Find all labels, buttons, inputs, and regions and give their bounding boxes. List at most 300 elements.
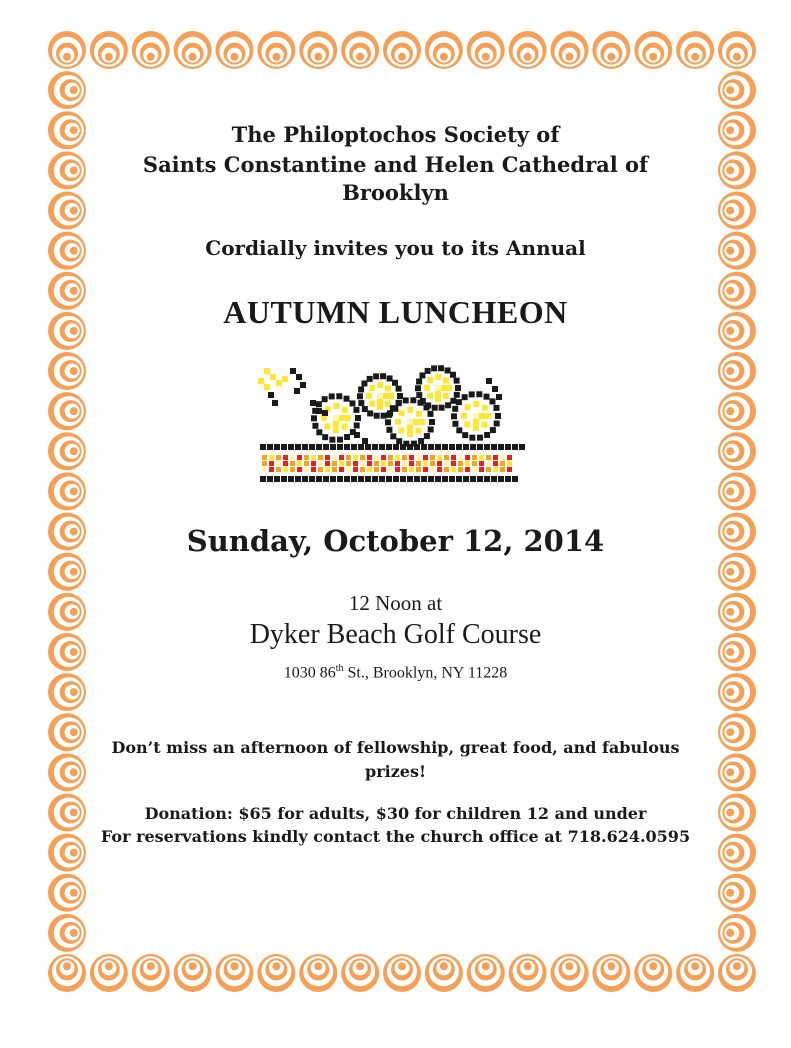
mosaic-tile (444, 461, 449, 466)
mosaic-tile (381, 461, 386, 466)
mosaic-tile (473, 401, 479, 407)
mosaic-tile (262, 461, 267, 466)
mosaic-tile (482, 422, 488, 428)
mosaic-tile (270, 374, 276, 380)
mosaic-tile (477, 476, 483, 482)
mosaic-tile (416, 392, 422, 398)
mosaic-tile (450, 398, 456, 404)
mosaic-tile (385, 419, 391, 425)
mosaic-tile (507, 455, 512, 460)
mosaic-tile (367, 376, 373, 382)
mosaic-tile (362, 438, 368, 444)
mosaic-tile (322, 396, 328, 402)
mosaic-tile (435, 476, 441, 482)
mosaic-tile (445, 402, 451, 408)
mosaic-tile (424, 385, 430, 391)
mosaic-tile (387, 375, 393, 381)
mosaic-tile (325, 461, 330, 466)
mosaic-tile (295, 444, 301, 450)
mosaic-tile (512, 444, 518, 450)
mosaic-tile (403, 397, 409, 403)
mosaic-tile (458, 461, 463, 466)
mosaic-tile (427, 393, 433, 399)
mosaic-tile (344, 444, 350, 450)
mosaic-tile (428, 476, 434, 482)
mosaic-tile (386, 427, 392, 433)
mosaic-tile (463, 444, 469, 450)
mosaic-tile (383, 393, 389, 399)
mosaic-tile (333, 403, 339, 409)
mosaic-tile (492, 386, 498, 392)
mosaic-tile (262, 467, 267, 472)
mosaic-tile (290, 455, 295, 460)
mosaic-tile (330, 444, 336, 450)
reservation-info: For reservations kindly contact the church office at 718.624.0595 (100, 827, 691, 846)
mosaic-tile (400, 476, 406, 482)
mosaic-tile (435, 444, 441, 450)
mosaic-tile (322, 434, 328, 440)
mosaic-tile (372, 476, 378, 482)
mosaic-tile (486, 455, 491, 460)
mosaic-tile (490, 427, 496, 433)
mosaic-tile (336, 393, 342, 399)
mosaic-tile (500, 461, 505, 466)
mosaic-tile (329, 393, 335, 399)
mosaic-tile (425, 402, 431, 408)
mosaic-tile (390, 433, 396, 439)
mosaic-tile (416, 467, 421, 472)
mosaic-tile (451, 467, 456, 472)
promo-text-line-1: Don’t miss an afternoon of fellowship, great food, and fabulous (111, 738, 680, 757)
mosaic-tile (344, 476, 350, 482)
mosaic-tile (429, 419, 435, 425)
mosaic-tile (437, 467, 442, 472)
mosaic-tile (443, 377, 449, 383)
mosaic-tile (290, 368, 296, 374)
mosaic-tile (397, 393, 403, 399)
mosaic-tile (410, 397, 416, 403)
mosaic-tile (498, 476, 504, 482)
mosaic-tile (311, 455, 316, 460)
mosaic-tile (409, 461, 414, 466)
mosaic-tile (316, 444, 322, 450)
mosaic-tile (385, 401, 391, 407)
mosaic-tile (396, 400, 402, 406)
mosaic-tile (281, 476, 287, 482)
mosaic-tile (402, 467, 407, 472)
mosaic-tile (500, 467, 505, 472)
mosaic-tile (484, 444, 490, 450)
mosaic-tile (283, 467, 288, 472)
mosaic-tile (477, 435, 483, 441)
mosaic-tile (366, 393, 372, 399)
mosaic-tile (456, 444, 462, 450)
mosaic-tile (318, 455, 323, 460)
mosaic-tile (312, 423, 318, 429)
mosaic-tile (496, 394, 502, 400)
mosaic-tile (380, 373, 386, 379)
mosaic-tile (304, 455, 309, 460)
mosaic-tile (435, 374, 441, 380)
mosaic-tile (456, 476, 462, 482)
venue-address (0, 663, 791, 682)
mosaic-tile (463, 476, 469, 482)
mosaic-tile (437, 455, 442, 460)
mosaic-tile (444, 467, 449, 472)
mosaic-tile (500, 455, 505, 460)
mosaic-tile (420, 398, 426, 404)
mosaic-tile (421, 476, 427, 482)
mosaic-tile (431, 365, 437, 371)
mosaic-tile (269, 455, 274, 460)
mosaic-tile (316, 408, 322, 414)
mosaic-tile (395, 461, 400, 466)
mosaic-tile (377, 393, 383, 399)
mosaic-tile (332, 455, 337, 460)
mosaic-tile (398, 427, 404, 433)
mosaic-tile (333, 415, 339, 421)
mosaic-tile (416, 455, 421, 460)
mosaic-tile (283, 455, 288, 460)
mosaic-tile (323, 476, 329, 482)
mosaic-tile (484, 476, 490, 482)
mosaic-tile (351, 476, 357, 482)
mosaic-tile (479, 455, 484, 460)
mosaic-tile (493, 461, 498, 466)
mosaic-tile (360, 467, 365, 472)
mosaic-tile (441, 385, 447, 391)
mosaic-tile (465, 461, 470, 466)
mosaic-tile (430, 461, 435, 466)
mosaic-tile (349, 400, 355, 406)
mosaic-tile (367, 410, 373, 416)
mosaic-tile (374, 467, 379, 472)
mosaic-tile (325, 455, 330, 460)
mosaic-tile (493, 467, 498, 472)
mosaic-tile (470, 476, 476, 482)
mosaic-tile (428, 426, 434, 432)
mosaic-tile (388, 467, 393, 472)
mosaic-tile (310, 400, 316, 406)
mosaic-tile (365, 476, 371, 482)
mosaic-tile (423, 467, 428, 472)
address-number: 1030 86 (283, 664, 336, 682)
promo-text-line-2: prizes! (365, 762, 426, 781)
mosaic-tile (304, 467, 309, 472)
mosaic-tile (290, 467, 295, 472)
mosaic-tile (276, 467, 281, 472)
mosaic-tile (337, 476, 343, 482)
mosaic-tile (461, 413, 467, 419)
mosaic-tile (332, 467, 337, 472)
mosaic-tile (452, 421, 458, 427)
mosaic-tile (407, 407, 413, 413)
mosaic-tile (330, 476, 336, 482)
mosaic-tile (333, 421, 339, 427)
mosaic-tile (260, 476, 266, 482)
mosaic-tile (479, 413, 485, 419)
mosaic-tile (442, 444, 448, 450)
mosaic-tile (374, 413, 380, 419)
mosaic-tile (269, 467, 274, 472)
mosaic-tile (469, 435, 475, 441)
mosaic-tile (458, 455, 463, 460)
mosaic-tile (451, 413, 457, 419)
mosaic-tile (322, 410, 328, 416)
mosaic-tile (377, 382, 383, 388)
mosaic-tile (290, 461, 295, 466)
mosaic-tile (428, 444, 434, 450)
mosaic-tile (424, 433, 430, 439)
event-time: 12 Noon at (348, 591, 443, 615)
mosaic-tile (304, 461, 309, 466)
mosaic-tile (425, 368, 431, 374)
mosaic-tile (419, 419, 425, 425)
mosaic-tile (346, 467, 351, 472)
mosaic-tile (462, 394, 468, 400)
mosaic-tile (507, 467, 512, 472)
mosaic-tile (358, 400, 364, 406)
mosaic-tile (353, 455, 358, 460)
mosaic-tile (379, 444, 385, 450)
mosaic-tile (381, 413, 387, 419)
mosaic-tile (435, 385, 441, 391)
mosaic-tile (470, 444, 476, 450)
mosaic-tile (381, 467, 386, 472)
event-date: Sunday, October 12, 2014 (186, 524, 605, 558)
mosaic-tile (479, 467, 484, 472)
address-rest: St., Brooklyn, NY 11228 (343, 664, 508, 682)
mosaic-tile (351, 444, 357, 450)
mosaic-tile (451, 461, 456, 466)
mosaic-tile (311, 467, 316, 472)
mosaic-tile (486, 378, 492, 384)
mosaic-tile (316, 401, 322, 407)
mosaic-tile (362, 406, 368, 412)
mosaic-tile (445, 367, 451, 373)
mosaic-tile (390, 405, 396, 411)
mosaic-tile (413, 419, 419, 425)
mosaic-tile (367, 467, 372, 472)
mosaic-tile (449, 476, 455, 482)
event-title: AUTUMN LUNCHEON (223, 294, 568, 330)
mosaic-tile (396, 386, 402, 392)
mosaic-tile (415, 385, 421, 391)
mosaic-tile (381, 455, 386, 460)
mosaic-tile (400, 444, 406, 450)
organization-name-line-1: The Philoptochos Society of (231, 122, 560, 147)
mosaic-tile (414, 476, 420, 482)
mosaic-tile (264, 368, 270, 374)
mosaic-tile (455, 385, 461, 391)
mosaic-tile (395, 455, 400, 460)
organization-name-line-3: Brooklyn (342, 180, 449, 205)
mosaic-tile (379, 476, 385, 482)
mosaic-tile (377, 399, 383, 405)
mosaic-tile (323, 444, 329, 450)
mosaic-tile (449, 444, 455, 450)
mosaic-tile (386, 444, 392, 450)
mosaic-tile (318, 461, 323, 466)
mosaic-tile (414, 444, 420, 450)
mosaic-tile (409, 455, 414, 460)
mosaic-tile (258, 378, 264, 384)
mosaic-tile (464, 421, 470, 427)
mosaic-tile (477, 444, 483, 450)
mosaic-tile (367, 461, 372, 466)
mosaic-tile (392, 380, 398, 386)
mosaic-tile (430, 455, 435, 460)
mosaic-tile (498, 444, 504, 450)
mosaic-tile (507, 461, 512, 466)
mosaic-tile (388, 455, 393, 460)
mosaic-tile (396, 438, 402, 444)
mosaic-tile (358, 444, 364, 450)
mosaic-tile (339, 455, 344, 460)
mosaic-tile (353, 461, 358, 466)
mosaic-tile (311, 415, 317, 421)
mosaic-tile (421, 444, 427, 450)
mosaic-tile (337, 444, 343, 450)
mosaic-flower-illustration (250, 360, 530, 490)
mosaic-tile (512, 476, 518, 482)
mosaic-tile (462, 432, 468, 438)
mosaic-tile (465, 455, 470, 460)
mosaic-tile (372, 444, 378, 450)
mosaic-tile (493, 405, 499, 411)
mosaic-tile (354, 422, 360, 428)
mosaic-tile (385, 385, 391, 391)
mosaic-tile (399, 410, 405, 416)
mosaic-tile (345, 415, 351, 421)
donation-info: Donation: $65 for adults, $30 for children 12 and under (144, 804, 647, 823)
mosaic-tile (333, 427, 339, 433)
mosaic-tile (374, 461, 379, 466)
mosaic-tile (276, 380, 282, 386)
mosaic-tile (309, 444, 315, 450)
mosaic-tile (416, 461, 421, 466)
invitation-text: Cordially invites you to its Annual (205, 236, 586, 260)
mosaic-tile (316, 429, 322, 435)
mosaic-tile (407, 419, 413, 425)
mosaic-tile (276, 455, 281, 460)
mosaic-tile (519, 444, 525, 450)
mosaic-tile (442, 476, 448, 482)
mosaic-tile (282, 376, 288, 382)
mosaic-tile (495, 413, 501, 419)
mosaic-tile (472, 455, 477, 460)
mosaic-tile (267, 476, 273, 482)
mosaic-tile (360, 461, 365, 466)
mosaic-tile (443, 393, 449, 399)
mosaic-tile (419, 372, 425, 378)
mosaic-tile (300, 382, 306, 388)
mosaic-tile (479, 461, 484, 466)
mosaic-tile (402, 461, 407, 466)
mosaic-tile (355, 415, 361, 421)
mosaic-tile (288, 476, 294, 482)
mosaic-tile (339, 415, 345, 421)
mosaic-tile (435, 391, 441, 397)
mosaic-tile (297, 467, 302, 472)
mosaic-tile (456, 399, 462, 405)
mosaic-tile (388, 461, 393, 466)
address-ordinal-suffix: th (335, 663, 344, 674)
mosaic-tile (374, 455, 379, 460)
mosaic-tile (337, 437, 343, 443)
mosaic-tile (386, 476, 392, 482)
mosaic-tile (409, 467, 414, 472)
mosaic-tile (454, 392, 460, 398)
mosaic-tile (465, 404, 471, 410)
mosaic-tile (358, 386, 364, 392)
mosaic-tile (493, 455, 498, 460)
mosaic-tile (450, 372, 456, 378)
mosaic-tile (484, 394, 490, 400)
mosaic-tile (353, 467, 358, 472)
mosaic-tile (416, 378, 422, 384)
mosaic-tile (283, 461, 288, 466)
mosaic-tile (365, 444, 371, 450)
mosaic-tile (260, 444, 266, 450)
mosaic-tile (451, 455, 456, 460)
mosaic-tile (472, 461, 477, 466)
mosaic-tile (311, 461, 316, 466)
mosaic-tile (423, 455, 428, 460)
mosaic-tile (316, 476, 322, 482)
mosaic-tile (264, 384, 270, 390)
mosaic-tile (329, 437, 335, 443)
mosaic-tile (346, 455, 351, 460)
mosaic-tile (297, 455, 302, 460)
mosaic-tile (416, 428, 422, 434)
mosaic-tile (267, 444, 273, 450)
mosaic-tile (339, 467, 344, 472)
mosaic-tile (274, 476, 280, 482)
mosaic-tile (456, 427, 462, 433)
mosaic-tile (262, 455, 267, 460)
organization-name-line-2: Saints Constantine and Helen Cathedral of (142, 152, 649, 177)
mosaic-tile (395, 467, 400, 472)
mosaic-tile (369, 401, 375, 407)
mosaic-tile (357, 393, 363, 399)
mosaic-tile (369, 385, 375, 391)
mosaic-tile (432, 405, 438, 411)
mosaic-tile (416, 411, 422, 417)
mosaic-tile (430, 467, 435, 472)
mosaic-tile (486, 467, 491, 472)
mosaic-tile (489, 398, 495, 404)
mosaic-tile (465, 467, 470, 472)
mosaic-tile (437, 461, 442, 466)
mosaic-tile (423, 461, 428, 466)
mosaic-tile (418, 438, 424, 444)
mosaic-tile (407, 425, 413, 431)
mosaic-tile (358, 476, 364, 482)
mosaic-tile (346, 461, 351, 466)
mosaic-tile (339, 461, 344, 466)
mosaic-tile (427, 377, 433, 383)
mosaic-tile (482, 405, 488, 411)
mosaic-tile (393, 476, 399, 482)
mosaic-tile (342, 424, 348, 430)
mosaic-tile (373, 373, 379, 379)
mosaic-tile (302, 444, 308, 450)
mosaic-tile (360, 455, 365, 460)
mosaic-tile (269, 461, 274, 466)
mosaic-tile (361, 380, 367, 386)
mosaic-tile (395, 419, 401, 425)
